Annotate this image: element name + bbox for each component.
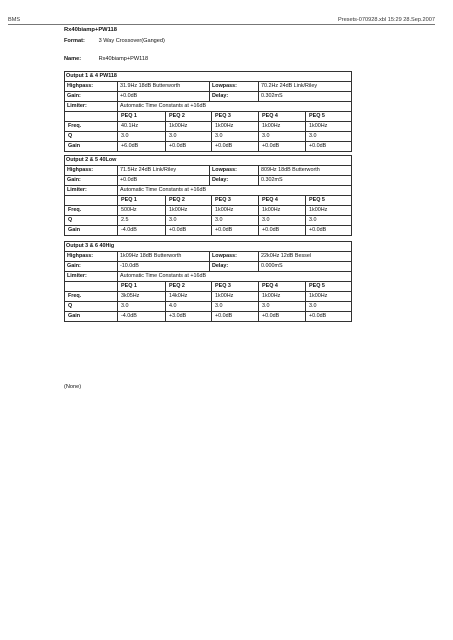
peq-gain: +0.0dB [212,142,259,151]
peq-freq: 1k00Hz [212,292,259,301]
peq-gain: +0.0dB [309,143,327,149]
peq-header-blank [65,282,118,291]
page-header-right: Presets-070928.xbl 15:29 28.Sep.2007 [337,17,435,23]
peq-header: PEQ 2 [166,282,212,291]
peq-freq: 14k0Hz [166,292,212,301]
limiter-value: Automatic Time Constants at +16dB [120,187,207,193]
peq-header: PEQ 5 [309,113,325,119]
peq-gain-label: Gain [65,226,118,235]
name-value: Rx40biamp+PW118 [98,56,149,62]
peq-header: PEQ 4 [259,282,306,291]
peq-gain: +0.0dB [309,313,327,319]
peq-freq: 3k05Hz [118,292,166,301]
output-section [64,155,352,236]
peq-q: 3.0 [166,132,212,141]
peq-freq: 1k00Hz [309,123,328,129]
peq-gain-row [64,225,352,236]
peq-gain: +0.0dB [309,227,327,233]
freq-label: Freq. [65,292,118,301]
gain-label: Gain: [65,176,118,185]
limiter-row [64,185,352,195]
peq-freq: 1k00Hz [309,293,328,299]
peq-header: PEQ 5 [309,197,325,203]
peq-q: 3.0 [259,302,306,311]
gain-delay-row [64,91,352,101]
peq-gain: -4.0dB [118,312,166,321]
limiter-label: Limiter: [65,102,118,111]
q-label: Q [65,132,118,141]
peq-header-row [64,111,352,121]
peq-freq-row [64,205,352,215]
highpass-value: 31.9Hz 18dB Butterworth [118,82,210,91]
peq-q-row [64,131,352,141]
delay-value: 0.000mS [261,263,283,269]
format-label: Format: [64,38,85,44]
lowpass-label: Lowpass: [210,166,259,175]
peq-header-blank [65,196,118,205]
peq-q: 3.0 [259,132,306,141]
peq-header-blank [65,112,118,121]
gain-delay-row [64,175,352,185]
limiter-value: Automatic Time Constants at +16dB [120,103,207,109]
peq-freq-row [64,121,352,131]
page-header-left: BMS [8,17,21,23]
peq-q: 3.0 [309,217,317,223]
peq-header: PEQ 4 [259,112,306,121]
peq-freq: 1k00Hz [166,122,212,131]
header-divider [8,24,435,25]
peq-freq: 1k00Hz [166,206,212,215]
gain-value: +0.0dB [118,176,210,185]
peq-header: PEQ 2 [166,112,212,121]
peq-freq: 1k00Hz [259,206,306,215]
peq-freq: 1k00Hz [309,207,328,213]
peq-gain: +0.0dB [212,226,259,235]
peq-gain-label: Gain [65,312,118,321]
gain-label: Gain: [65,92,118,101]
peq-gain: +0.0dB [212,312,259,321]
peq-q: 3.0 [118,302,166,311]
peq-gain-row [64,141,352,152]
output-title: Output 2 & 5 40Low [64,155,352,165]
name-label: Name: [64,56,82,62]
peq-gain: +0.0dB [259,142,306,151]
limiter-value: Automatic Time Constants at +16dB [120,273,207,279]
peq-freq-row [64,291,352,301]
limiter-label: Limiter: [65,272,118,281]
limiter-label: Limiter: [65,186,118,195]
lowpass-label: Lowpass: [210,82,259,91]
peq-header: PEQ 3 [212,196,259,205]
peq-header: PEQ 2 [166,196,212,205]
peq-q: 3.0 [212,216,259,225]
peq-q: 3.0 [212,302,259,311]
peq-freq: 1k00Hz [259,122,306,131]
delay-value: 0.302mS [261,93,283,99]
format-value: 3 Way Crossover(Ganged) [98,38,165,44]
peq-q-row [64,215,352,225]
delay-value: 0.302mS [261,177,283,183]
delay-label: Delay: [210,92,259,101]
peq-header-row [64,281,352,291]
peq-q: 3.0 [309,133,317,139]
highpass-value: 1k09Hz 18dB Butterworth [118,252,210,261]
peq-q-row [64,301,352,311]
highpass-label: Highpass: [65,82,118,91]
peq-q: 4.0 [166,302,212,311]
peq-q: 3.0 [212,132,259,141]
highpass-label: Highpass: [65,252,118,261]
gain-value: +0.0dB [118,92,210,101]
peq-freq: 40.1Hz [118,122,166,131]
gain-delay-row [64,261,352,271]
peq-gain: +0.0dB [259,226,306,235]
format-row [64,38,165,44]
footer-note: (None) [64,384,82,390]
delay-label: Delay: [210,176,259,185]
lowpass-label: Lowpass: [210,252,259,261]
limiter-row [64,271,352,281]
freq-label: Freq. [65,206,118,215]
limiter-row [64,101,352,111]
freq-label: Freq. [65,122,118,131]
q-label: Q [65,302,118,311]
peq-gain: +6.0dB [118,142,166,151]
peq-header: PEQ 3 [212,112,259,121]
peq-header-row [64,195,352,205]
peq-freq: 1k00Hz [212,122,259,131]
gain-value: -10.0dB [118,262,210,271]
peq-q: 3.0 [259,216,306,225]
peq-header: PEQ 1 [118,282,166,291]
peq-q: 3.0 [118,132,166,141]
name-row [64,56,148,62]
peq-gain: +0.0dB [166,226,212,235]
lowpass-value: 809Hz 18dB Butterworth [261,167,320,173]
delay-label: Delay: [210,262,259,271]
lowpass-value: 70.2Hz 24dB Link/Riley [261,83,318,89]
gain-label: Gain: [65,262,118,271]
lowpass-value: 22k0Hz 12dB Bessel [261,253,312,259]
peq-gain-label: Gain [65,142,118,151]
peq-q: 3.0 [309,303,317,309]
highpass-value: 71.5Hz 24dB Link/Riley [118,166,210,175]
peq-gain: -4.0dB [118,226,166,235]
peq-header: PEQ 1 [118,196,166,205]
peq-gain: +3.0dB [166,312,212,321]
peq-gain: +0.0dB [166,142,212,151]
preset-title: Rx40biamp+PW118 [64,27,118,33]
output-title: Output 1 & 4 PW118 [64,71,352,81]
output-title: Output 3 & 6 40Hig [64,241,352,251]
peq-header: PEQ 4 [259,196,306,205]
peq-header: PEQ 5 [309,283,325,289]
peq-gain-row [64,311,352,322]
filter-row [64,165,352,175]
peq-header: PEQ 3 [212,282,259,291]
peq-q: 2.5 [118,216,166,225]
peq-header: PEQ 1 [118,112,166,121]
highpass-label: Highpass: [65,166,118,175]
peq-q: 3.0 [166,216,212,225]
peq-gain: +0.0dB [259,312,306,321]
output-section [64,241,352,322]
peq-freq: 1k00Hz [212,206,259,215]
filter-row [64,81,352,91]
filter-row [64,251,352,261]
peq-freq: 1k00Hz [259,292,306,301]
q-label: Q [65,216,118,225]
output-section [64,71,352,152]
peq-freq: 500Hz [118,206,166,215]
